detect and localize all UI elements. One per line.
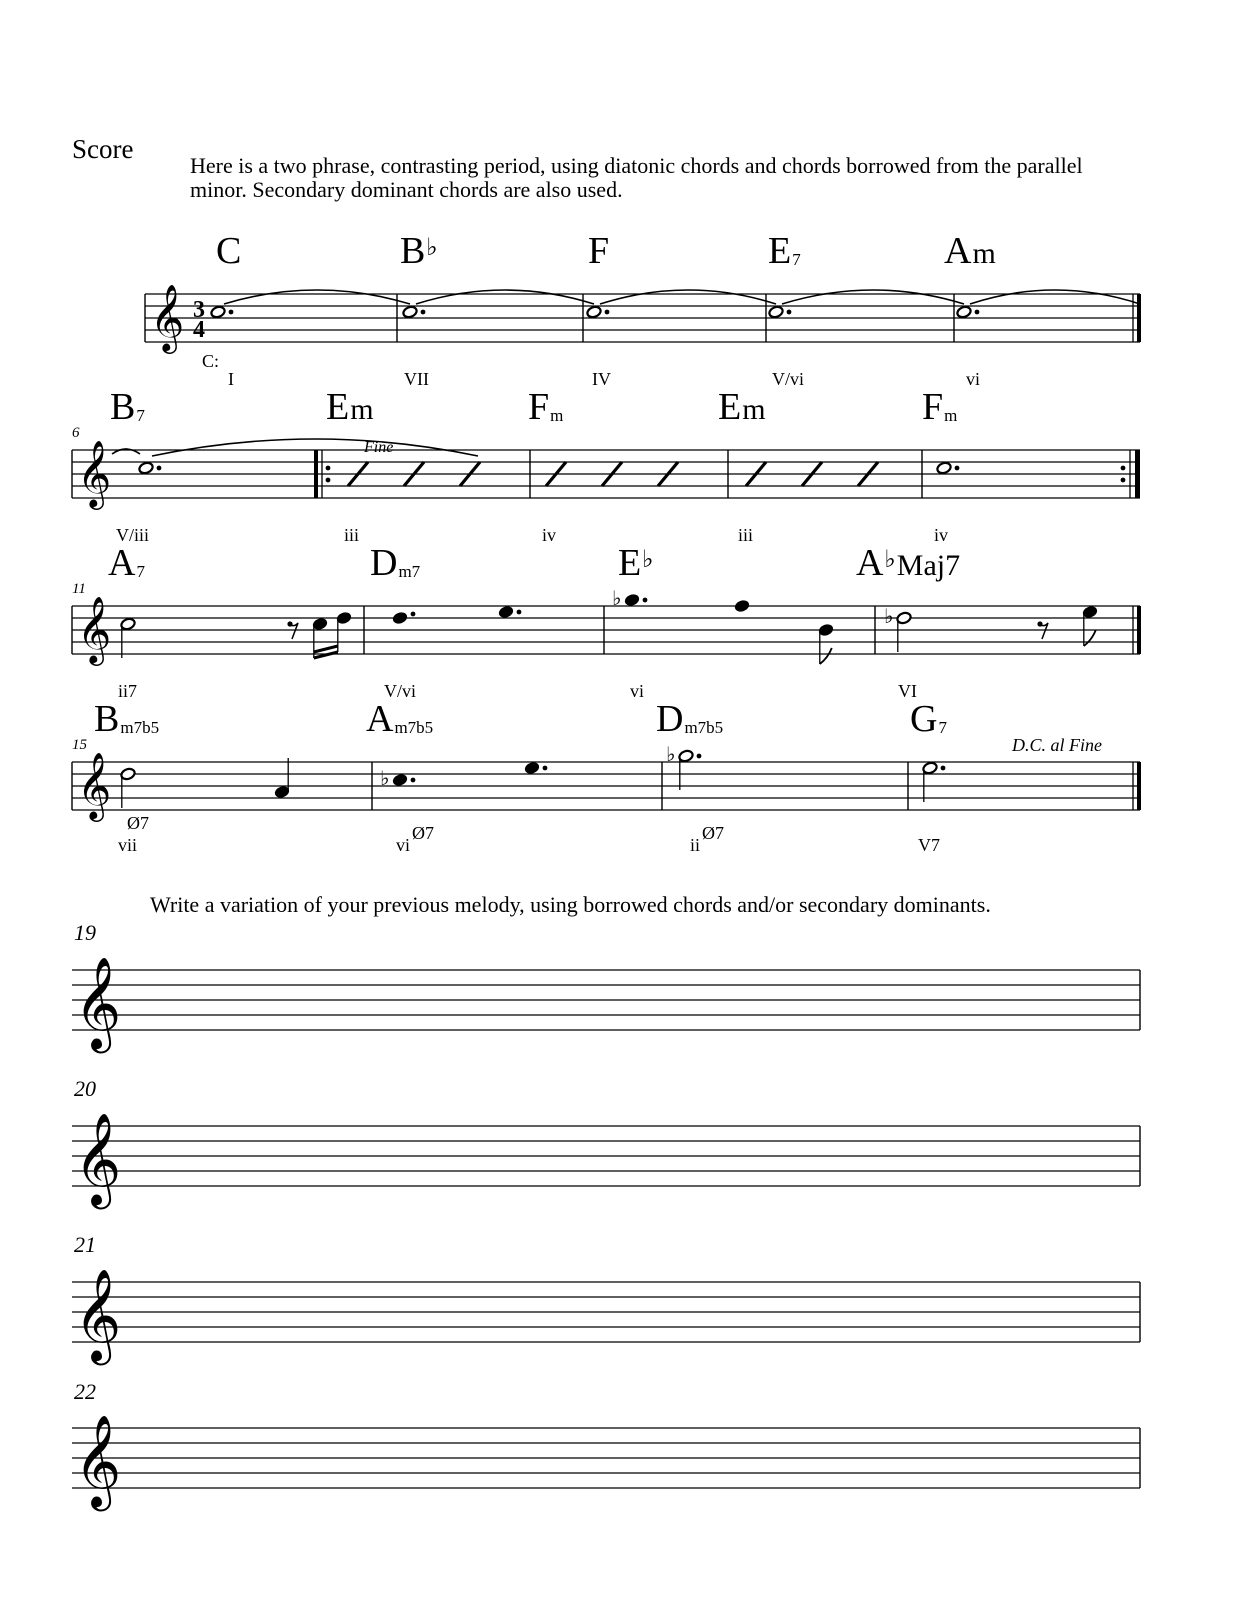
roman-numeral: V/iii (116, 525, 150, 545)
augmentation-dot (643, 598, 648, 603)
chord-symbol: $E_7$ (768, 230, 801, 272)
roman-numeral: vi (630, 681, 645, 701)
augmentation-dot (229, 310, 234, 315)
roman-numeral: iii (738, 525, 754, 545)
treble-clef-icon: 𝄞 (74, 956, 122, 1049)
chord-symbol: Em (718, 386, 766, 428)
final-barline (1137, 762, 1141, 810)
treble-clef-icon: 𝄞 (150, 283, 185, 352)
note-flag (1084, 630, 1096, 646)
eighth-rest-icon (290, 623, 298, 639)
treble-clef-icon: 𝄞 (77, 751, 112, 820)
roman-numeral: V/vi (384, 681, 417, 701)
chord-symbol: E♭ (618, 542, 654, 584)
notehead (498, 605, 514, 619)
flat-accidental-icon: ♭ (380, 766, 390, 790)
chord-symbol: Am (944, 230, 996, 272)
chord-symbol: $B_{m7b5}$ (94, 698, 160, 740)
score-heading: Score (72, 134, 134, 164)
repeat-dot (326, 466, 331, 471)
flat-accidental-icon: ♭ (666, 742, 676, 766)
chord-symbol: $D_{m7}$ (370, 542, 421, 584)
eighth-rest-icon (1040, 623, 1048, 639)
final-barline (1137, 294, 1141, 342)
roman-numeral: V7 (918, 835, 940, 855)
augmentation-dot (941, 766, 946, 771)
notehead (210, 305, 226, 319)
measure-number: 22 (74, 1379, 96, 1404)
fine-marking: Fine (364, 439, 394, 456)
note-flag (820, 648, 832, 664)
roman-numeral: viiØ7 (118, 813, 150, 855)
chord-symbol: A♭Maj7 (856, 542, 961, 584)
repeat-barline (1135, 450, 1140, 498)
roman-numeral: VII (404, 369, 429, 389)
measure-number: 21 (74, 1232, 96, 1257)
augmentation-dot (421, 310, 426, 315)
roman-numeral: iv (934, 525, 949, 545)
notehead (392, 773, 408, 787)
roman-numeral: iv (542, 525, 557, 545)
notehead (392, 611, 408, 625)
roman-numeral: iii (344, 525, 360, 545)
time-signature-top: 3 (193, 297, 205, 323)
roman-numeral: IV (592, 369, 611, 389)
roman-numeral: ii7 (118, 681, 138, 701)
notehead (936, 461, 952, 475)
augmentation-dot (605, 310, 610, 315)
task-instruction: Write a variation of your previous melody, using borrowed chords and/or secondary dominants. (150, 892, 991, 917)
chord-symbol: $F_m$ (922, 386, 958, 428)
notehead (624, 593, 640, 607)
measure-number: 11 (72, 581, 86, 597)
notehead (586, 305, 602, 319)
repeat-dot (1121, 466, 1126, 471)
augmentation-dot (517, 610, 522, 615)
final-barline (1137, 606, 1141, 654)
tie-slur (970, 290, 1140, 304)
chord-symbol: $B_7$ (110, 386, 145, 428)
chord-symbol: Em (326, 386, 374, 428)
augmentation-dot (157, 466, 162, 471)
measure-number: 20 (74, 1076, 96, 1101)
notehead (768, 305, 784, 319)
treble-clef-icon: 𝄞 (77, 595, 112, 664)
chord-symbol: B♭ (400, 230, 438, 272)
intro-text: Here is a two phrase, contrasting period, using diatonic chords and chords borrowed from the parallel minor. Secondary dominant chords are also used. (190, 153, 1083, 202)
measure-number: 15 (72, 737, 87, 753)
chord-symbol: $A_{m7b5}$ (366, 698, 434, 740)
treble-clef-icon: 𝄞 (77, 439, 112, 508)
augmentation-dot (411, 778, 416, 783)
chord-symbol: $A_7$ (108, 542, 145, 584)
measure-number: 6 (72, 425, 80, 441)
roman-numeral: viØ7 (396, 823, 435, 855)
repeat-dot (326, 478, 331, 483)
tie-slur (224, 290, 410, 304)
notehead (138, 461, 154, 475)
repeat-dot (1121, 478, 1126, 483)
augmentation-dot (787, 310, 792, 315)
repeat-barline (314, 450, 318, 498)
roman-numeral: iiØ7 (690, 823, 725, 855)
roman-numeral: V/vi (772, 369, 805, 389)
tie-slur (600, 290, 776, 304)
time-signature-bottom: 4 (193, 317, 205, 343)
augmentation-dot (975, 310, 980, 315)
notehead (524, 761, 540, 775)
treble-clef-icon: 𝄞 (74, 1268, 122, 1361)
augmentation-dot (955, 466, 960, 471)
measure-number: 19 (74, 920, 96, 945)
notehead (402, 305, 418, 319)
chord-symbol: C (216, 230, 242, 272)
roman-numeral: VI (898, 681, 917, 701)
notehead (734, 599, 750, 613)
tie-slur (782, 290, 964, 304)
chord-symbol: $D_{m7b5}$ (656, 698, 724, 740)
dc-al-fine-marking: D.C. al Fine (1012, 735, 1102, 755)
treble-clef-icon: 𝄞 (74, 1112, 122, 1205)
roman-numeral: I (228, 369, 234, 389)
key-label: C: (202, 351, 220, 371)
treble-clef-icon: 𝄞 (74, 1414, 122, 1507)
chord-symbol: $G_7$ (910, 698, 947, 740)
flat-accidental-icon: ♭ (884, 604, 894, 628)
beam (314, 646, 338, 652)
augmentation-dot (697, 754, 702, 759)
beam (314, 652, 338, 658)
chord-symbol: $F_m$ (528, 386, 564, 428)
notehead (956, 305, 972, 319)
flat-accidental-icon: ♭ (612, 586, 622, 610)
augmentation-dot (411, 612, 416, 617)
chord-symbol: F (588, 230, 610, 272)
augmentation-dot (543, 766, 548, 771)
tie-slur (416, 290, 594, 304)
roman-numeral: vi (966, 369, 981, 389)
